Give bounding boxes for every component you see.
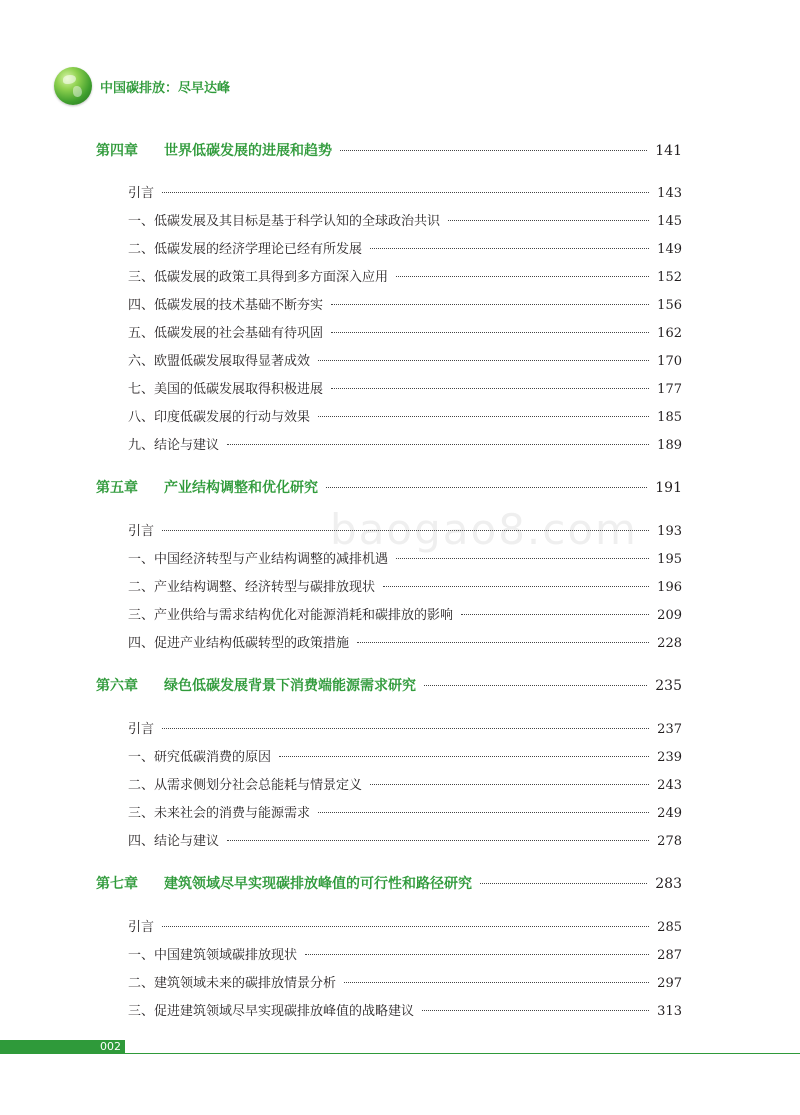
page-ref: 287: [657, 948, 682, 963]
section-title: 三、未来社会的消费与能源需求: [128, 806, 311, 821]
dot-leader: [318, 360, 649, 361]
section-title: 一、中国建筑领域碳排放现状: [128, 948, 298, 963]
section-title: 二、建筑领域未来的碳排放情景分析: [128, 976, 337, 991]
toc-section-entry[interactable]: [128, 944, 682, 963]
page-ref: 170: [657, 354, 682, 369]
dot-leader: [424, 685, 647, 686]
section-title: 二、从需求侧划分社会总能耗与情景定义: [128, 778, 363, 793]
dot-leader: [331, 388, 649, 389]
toc-section-entry[interactable]: [128, 378, 682, 397]
chapter-title-text: 绿色低碳发展背景下消费端能源需求研究: [164, 678, 416, 694]
chapter-title-text: 世界低碳发展的进展和趋势: [164, 143, 332, 159]
section-title: 四、结论与建议: [128, 834, 220, 849]
toc-section-entry[interactable]: [128, 830, 682, 849]
footer-rule: [125, 1053, 800, 1054]
toc-section-entry[interactable]: [128, 746, 682, 765]
section-title: 四、促进产业结构低碳转型的政策措施: [128, 636, 350, 651]
book-title: 中国碳排放：尽早达峰: [100, 80, 231, 96]
toc-section-entry[interactable]: [128, 434, 682, 453]
page-number: 002: [0, 1040, 125, 1054]
toc-chapter-entry[interactable]: [96, 873, 682, 893]
section-title: 引言: [128, 524, 155, 539]
section-title: 三、低碳发展的政策工具得到多方面深入应用: [128, 270, 389, 285]
page-ref: 228: [657, 636, 682, 651]
section-title: 二、产业结构调整、经济转型与碳排放现状: [128, 580, 376, 595]
page-ref: 141: [655, 143, 682, 159]
page-ref: 191: [655, 480, 682, 496]
chapter-title: [96, 477, 318, 497]
toc-section-entry[interactable]: [128, 548, 682, 567]
chapter-number: 第六章: [96, 678, 138, 694]
page-ref: 283: [655, 876, 682, 892]
toc-section-entry[interactable]: [128, 322, 682, 341]
section-title: 一、中国经济转型与产业结构调整的减排机遇: [128, 552, 389, 567]
dot-leader: [340, 150, 647, 151]
page-ref: 278: [657, 834, 682, 849]
dot-leader: [305, 954, 649, 955]
page-ref: 196: [657, 580, 682, 595]
chapter-number: 第七章: [96, 876, 138, 892]
page-header: [54, 66, 230, 106]
section-title: 八、印度低碳发展的行动与效果: [128, 410, 311, 425]
chapter-title: [96, 675, 416, 695]
toc-section-entry[interactable]: [128, 266, 682, 285]
page-ref: 156: [657, 298, 682, 313]
globe-logo-icon: [54, 67, 92, 105]
chapter-title: [96, 140, 332, 160]
dot-leader: [396, 558, 649, 559]
toc-chapter-entry[interactable]: [96, 477, 682, 497]
toc-section-entry[interactable]: [128, 718, 682, 737]
section-title: 引言: [128, 920, 155, 935]
toc-section-entry[interactable]: [128, 294, 682, 313]
dot-leader: [326, 487, 647, 488]
page-ref: 149: [657, 242, 682, 257]
section-title: 三、产业供给与需求结构优化对能源消耗和碳排放的影响: [128, 608, 454, 623]
section-title: 四、低碳发展的技术基础不断夯实: [128, 298, 324, 313]
dot-leader: [344, 982, 649, 983]
toc-section-entry[interactable]: [128, 406, 682, 425]
watermark: baogao8.com: [330, 505, 638, 554]
dot-leader: [279, 756, 649, 757]
dot-leader: [162, 530, 649, 531]
toc-section-entry[interactable]: [128, 774, 682, 793]
section-title: 引言: [128, 722, 155, 737]
dot-leader: [331, 304, 649, 305]
dot-leader: [396, 276, 649, 277]
toc-section-entry[interactable]: [128, 802, 682, 821]
dot-leader: [331, 332, 649, 333]
section-title: 九、结论与建议: [128, 438, 220, 453]
dot-leader: [162, 926, 649, 927]
page-ref: 193: [657, 524, 682, 539]
dot-leader: [357, 642, 649, 643]
toc-section-entry[interactable]: [128, 520, 682, 539]
page-ref: 143: [657, 186, 682, 201]
chapter-number: 第五章: [96, 480, 138, 496]
section-title: 七、美国的低碳发展取得积极进展: [128, 382, 324, 397]
page-ref: 239: [657, 750, 682, 765]
page-ref: 313: [657, 1004, 682, 1019]
toc-section-entry[interactable]: [128, 210, 682, 229]
page-ref: 145: [657, 214, 682, 229]
toc-section-entry[interactable]: [128, 972, 682, 991]
dot-leader: [448, 220, 649, 221]
dot-leader: [318, 416, 649, 417]
section-title: 引言: [128, 186, 155, 201]
page-ref: 185: [657, 410, 682, 425]
toc-section-entry[interactable]: [128, 1000, 682, 1019]
page-ref: 152: [657, 270, 682, 285]
dot-leader: [162, 192, 649, 193]
dot-leader: [383, 586, 649, 587]
page-ref: 243: [657, 778, 682, 793]
toc-section-entry[interactable]: [128, 604, 682, 623]
toc-section-entry[interactable]: [128, 916, 682, 935]
toc-section-entry[interactable]: [128, 182, 682, 201]
chapter-title: [96, 873, 472, 893]
dot-leader: [461, 614, 649, 615]
toc-chapter-entry[interactable]: [96, 675, 682, 695]
toc-section-entry[interactable]: [128, 350, 682, 369]
page-ref: 297: [657, 976, 682, 991]
dot-leader: [162, 728, 649, 729]
page-ref: 285: [657, 920, 682, 935]
section-title: 一、研究低碳消费的原因: [128, 750, 272, 765]
page-ref: 237: [657, 722, 682, 737]
page-ref: 189: [657, 438, 682, 453]
dot-leader: [370, 248, 649, 249]
page-ref: 249: [657, 806, 682, 821]
toc-section-entry[interactable]: [128, 238, 682, 257]
toc-section-entry[interactable]: [128, 576, 682, 595]
page-ref: 209: [657, 608, 682, 623]
page-ref: 162: [657, 326, 682, 341]
dot-leader: [422, 1010, 649, 1011]
toc-chapter-entry[interactable]: [96, 140, 682, 160]
dot-leader: [480, 883, 647, 884]
section-title: 三、促进建筑领域尽早实现碳排放峰值的战略建议: [128, 1004, 415, 1019]
page-ref: 177: [657, 382, 682, 397]
dot-leader: [370, 784, 649, 785]
toc-section-entry[interactable]: [128, 632, 682, 651]
section-title: 一、低碳发展及其目标是基于科学认知的全球政治共识: [128, 214, 441, 229]
dot-leader: [318, 812, 649, 813]
chapter-number: 第四章: [96, 143, 138, 159]
page-ref: 235: [655, 678, 682, 694]
dot-leader: [227, 840, 649, 841]
page-ref: 195: [657, 552, 682, 567]
section-title: 五、低碳发展的社会基础有待巩固: [128, 326, 324, 341]
section-title: 二、低碳发展的经济学理论已经有所发展: [128, 242, 363, 257]
section-title: 六、欧盟低碳发展取得显著成效: [128, 354, 311, 369]
dot-leader: [227, 444, 649, 445]
chapter-title-text: 建筑领域尽早实现碳排放峰值的可行性和路径研究: [164, 876, 472, 892]
chapter-title-text: 产业结构调整和优化研究: [164, 480, 318, 496]
